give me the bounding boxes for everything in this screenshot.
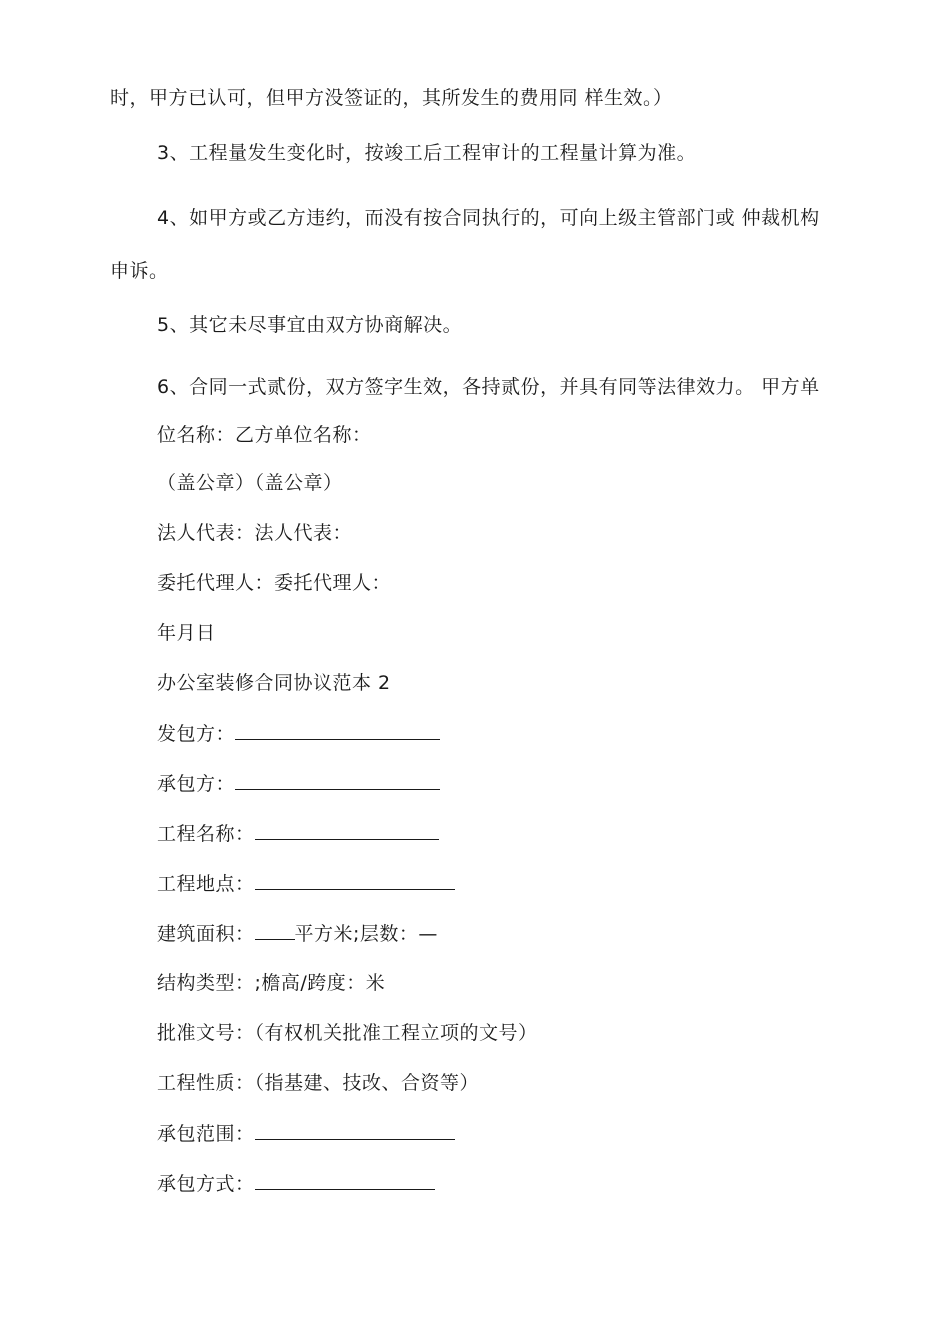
contract-scope-blank — [255, 1121, 455, 1140]
section-title-2: 办公室装修合同协议范本 2 — [157, 672, 391, 694]
building-area-field — [157, 921, 438, 946]
clause-4-line-2: 申诉。 — [110, 260, 169, 282]
project-name-field — [157, 821, 439, 846]
clause-6: 6、合同一式贰份，双方签字生效，各持贰份，并具有同等法律效力。 甲方单 — [157, 376, 820, 398]
project-location-label: 工程地点： — [157, 873, 255, 895]
employer-blank — [235, 721, 440, 740]
employer-label: 发包方： — [157, 723, 236, 745]
contract-scope-label: 承包范围： — [157, 1123, 255, 1145]
project-location-field — [157, 871, 455, 896]
seal-line: （盖公章）（盖公章） — [157, 472, 343, 494]
approval-number-line: 批准文号：（有权机关批准工程立项的文号） — [157, 1022, 538, 1044]
clause-4-line-1: 4、如甲方或乙方违约，而没有按合同执行的，可向上级主管部门或 仲裁机构 — [157, 207, 820, 229]
structure-type-line: 结构类型：;檐高/跨度：米 — [157, 972, 386, 994]
clause-3: 3、工程量发生变化时，按竣工后工程审计的工程量计算为准。 — [157, 142, 697, 164]
paragraph-continuation: 时，甲方已认可，但甲方没签证的，其所发生的费用同 样生效。） — [110, 87, 673, 109]
building-area-label: 建筑面积： — [157, 923, 255, 945]
contract-scope-field — [157, 1121, 455, 1146]
project-nature-line: 工程性质：（指基建、技改、合资等） — [157, 1072, 480, 1094]
project-name-label: 工程名称： — [157, 823, 255, 845]
building-area-unit: 平方米;层数：— — [294, 923, 438, 945]
contract-method-field — [157, 1171, 435, 1196]
contract-method-blank — [255, 1171, 435, 1190]
date-line: 年月日 — [157, 622, 216, 644]
clause-5: 5、其它未尽事宜由双方协商解决。 — [157, 314, 463, 336]
contract-method-label: 承包方式： — [157, 1173, 255, 1195]
building-area-blank — [255, 921, 295, 940]
employer-field — [157, 721, 440, 746]
project-name-blank — [255, 821, 439, 840]
unit-name-line: 位名称：乙方单位名称： — [157, 424, 372, 446]
legal-rep-line: 法人代表：法人代表： — [157, 522, 353, 544]
project-location-blank — [255, 871, 455, 890]
contractor-blank — [235, 771, 440, 790]
contractor-label: 承包方： — [157, 773, 236, 795]
agent-line: 委托代理人：委托代理人： — [157, 572, 392, 594]
contractor-field — [157, 771, 440, 796]
